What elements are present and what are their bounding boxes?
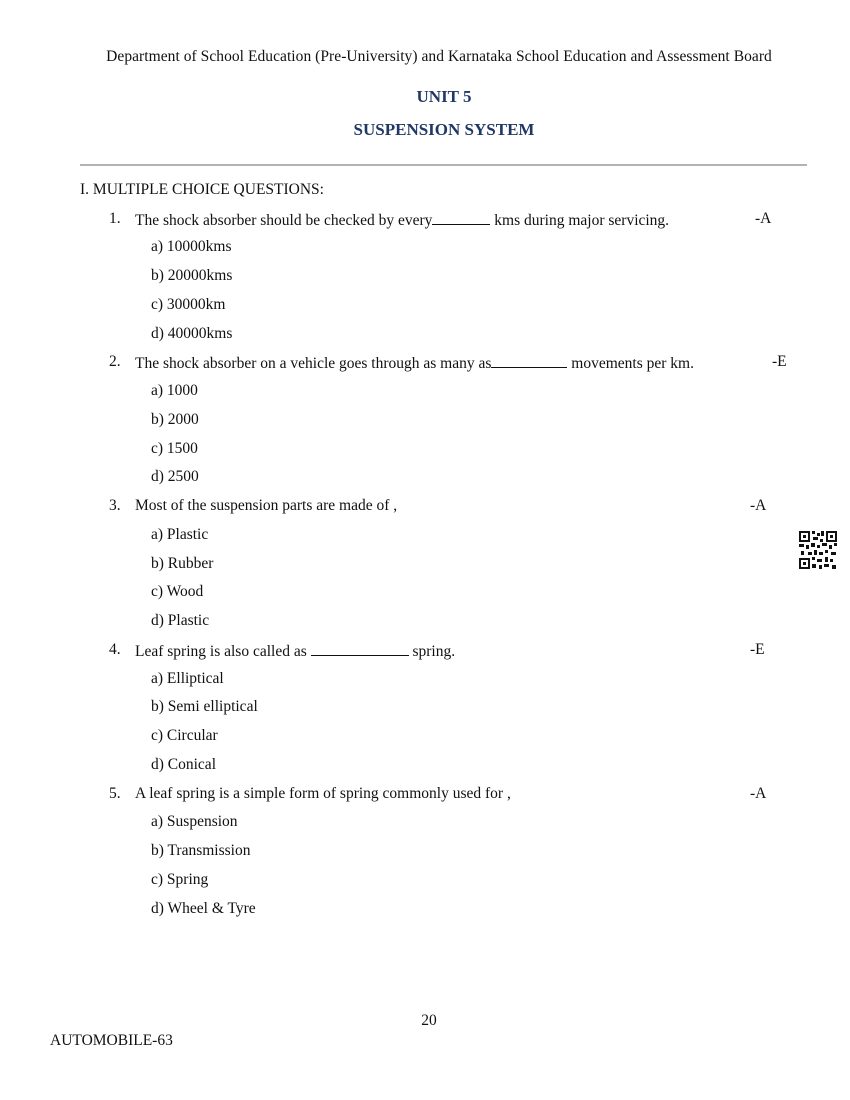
question-text: The shock absorber should be checked by every kms during major servicing. xyxy=(135,212,670,229)
board-header: Department of School Education (Pre-University) and Karnataka School Education and Assessment Board xyxy=(106,48,772,65)
chapter-title: SUSPENSION SYSTEM xyxy=(353,120,535,139)
option-b: b) Transmission xyxy=(151,842,251,859)
option-a: a) 1000 xyxy=(151,382,198,399)
option-b: b) Rubber xyxy=(151,555,214,572)
option-a: a) 10000kms xyxy=(151,238,232,255)
question-number: 1. xyxy=(109,210,121,227)
option-a: a) Plastic xyxy=(151,526,209,543)
option-c: c) Wood xyxy=(151,583,204,600)
option-b: b) 2000 xyxy=(151,411,199,428)
difficulty-level: -E xyxy=(750,641,765,658)
difficulty-level: -A xyxy=(755,210,772,227)
option-b: b) 20000kms xyxy=(151,267,233,284)
option-a: a) Elliptical xyxy=(151,670,224,687)
question-number: 3. xyxy=(109,497,121,514)
option-d: d) Plastic xyxy=(151,612,210,629)
option-d: d) 2500 xyxy=(151,468,199,485)
difficulty-level: -E xyxy=(772,353,787,370)
question-number: 5. xyxy=(109,785,121,802)
unit-title: UNIT 5 xyxy=(416,87,472,106)
option-d: d) Conical xyxy=(151,756,216,773)
option-d: d) Wheel & Tyre xyxy=(151,900,256,917)
header-divider xyxy=(80,164,807,166)
course-code: AUTOMOBILE-63 xyxy=(50,1032,173,1049)
question-text: Leaf spring is also called as spring. xyxy=(135,643,456,660)
qr-code-icon xyxy=(798,530,838,570)
difficulty-level: -A xyxy=(750,497,767,514)
option-c: c) Spring xyxy=(151,871,209,888)
option-c: c) Circular xyxy=(151,727,218,744)
option-a: a) Suspension xyxy=(151,813,238,830)
question-number: 2. xyxy=(109,353,121,370)
option-c: c) 30000km xyxy=(151,296,226,313)
page-number: 20 xyxy=(421,1012,437,1029)
option-c: c) 1500 xyxy=(151,440,198,457)
answer-blank xyxy=(311,641,409,656)
question-text: The shock absorber on a vehicle goes through as many as movements per km. xyxy=(135,355,694,372)
answer-blank xyxy=(432,210,490,225)
difficulty-level: -A xyxy=(750,785,767,802)
question-text: A leaf spring is a simple form of spring commonly used for , xyxy=(135,785,511,802)
answer-blank xyxy=(491,353,567,368)
section-heading: I. MULTIPLE CHOICE QUESTIONS: xyxy=(80,181,324,198)
question-text: Most of the suspension parts are made of , xyxy=(135,497,398,514)
option-b: b) Semi elliptical xyxy=(151,698,258,715)
question-number: 4. xyxy=(109,641,121,658)
option-d: d) 40000kms xyxy=(151,325,233,342)
